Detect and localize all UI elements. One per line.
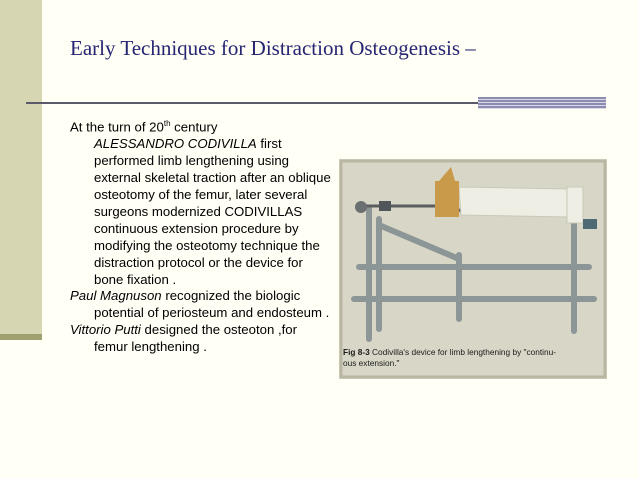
leg-cast bbox=[459, 187, 569, 217]
paragraph-putti bbox=[70, 322, 332, 356]
figure-caption-text-1: Codivilla's device for limb lengthening by "continu- bbox=[369, 347, 556, 357]
divider-accent bbox=[478, 97, 606, 109]
proximal-clamp bbox=[583, 219, 597, 229]
paragraph-intro: At the turn of 20 bbox=[70, 119, 164, 135]
screw-mechanism bbox=[379, 201, 391, 211]
thigh-section bbox=[567, 187, 583, 223]
paragraph-codivilla bbox=[70, 116, 332, 288]
paragraph-intro-end: century bbox=[170, 119, 218, 135]
paragraph-magnuson-text: recognized the biologic potential of periosteum and endosteum . bbox=[94, 288, 330, 321]
paragraph-magnuson bbox=[70, 288, 332, 322]
paragraph-putti-text: designed the osteoton ,for femur lengthening . bbox=[94, 322, 298, 355]
crank-wheel bbox=[355, 201, 367, 213]
codivilla-device-photo bbox=[339, 159, 607, 379]
figure-caption-line-1 bbox=[343, 347, 556, 357]
sidebar-bar bbox=[0, 0, 42, 340]
figure-caption-line-2: ous extension." bbox=[343, 358, 400, 368]
sidebar-accent bbox=[0, 334, 42, 340]
foot-brace bbox=[435, 181, 459, 217]
superscript-th: th bbox=[163, 119, 171, 128]
paragraph-codivilla-text: first performed limb lengthening using external skeletal traction after an oblique osteotomy of the femur, later several surgeons modernized CODIVILLAS continuous extension procedure by modifying the osteotomy technique the distraction protocol or the device for bone fixation . bbox=[94, 136, 331, 287]
name-codivilla: ALESSANDRO CODIVILLA bbox=[94, 136, 257, 152]
figure-label: Fig 8-3 bbox=[343, 347, 370, 357]
slide-body bbox=[70, 116, 332, 356]
name-magnuson: Paul Magnuson bbox=[70, 288, 162, 304]
slide-title: Early Techniques for Distraction Osteogenesis – bbox=[70, 36, 476, 60]
name-putti: Vittorio Putti bbox=[70, 322, 141, 338]
